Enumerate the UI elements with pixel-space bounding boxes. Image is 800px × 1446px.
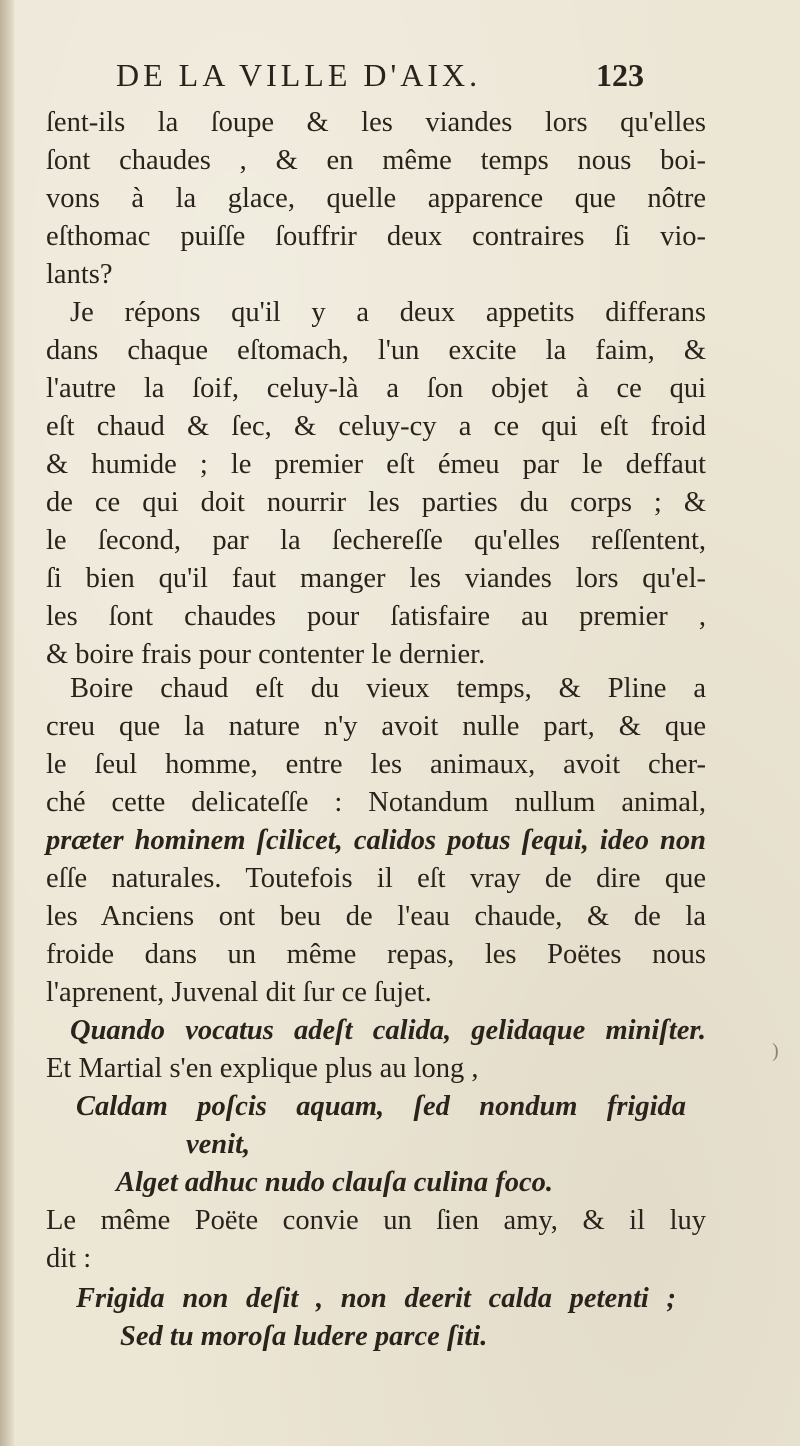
verse-line: Caldam poſcis aquam, ſed nondum frigida	[76, 1091, 686, 1122]
text-line: ſent-ils la ſoupe & les viandes lors qu'elles	[46, 107, 706, 138]
text-line: Boire chaud eſt du vieux temps, & Pline a	[70, 673, 706, 704]
text-line: les ſont chaudes pour ſatisfaire au premier ,	[46, 601, 706, 632]
text-line: vons à la glace, quelle apparence que nôtre	[46, 183, 706, 214]
verse-line: Alget adhuc nudo clauſa culina foco.	[116, 1167, 554, 1198]
text-line: l'aprenent, Juvenal dit ſur ce ſujet.	[46, 977, 432, 1008]
text-line: Le même Poëte convie un ſien amy, & il luy	[46, 1205, 706, 1236]
text-line: les Anciens ont beu de l'eau chaude, & de la	[46, 901, 706, 932]
verse-line: venit,	[186, 1129, 251, 1160]
text-line: Et Martial s'en explique plus au long ,	[46, 1053, 479, 1084]
page-gutter	[0, 0, 14, 1446]
text-line: Je répons qu'il y a deux appetits differans	[70, 297, 706, 328]
running-title: DE LA VILLE D'AIX.	[116, 57, 482, 93]
text-line: dans chaque eſtomach, l'un excite la faim, &	[46, 335, 706, 366]
text-line: le ſeul homme, entre les animaux, avoit cher-	[46, 749, 706, 780]
verse-line: Sed tu moroſa ludere parce ſiti.	[120, 1321, 488, 1352]
verse-line: Frigida non deſit , non deerit calda petenti ;	[76, 1283, 676, 1314]
text-line: eſt chaud & ſec, & celuy-cy a ce qui eſt froid	[46, 411, 706, 442]
text-line: l'autre la ſoif, celuy-là a ſon objet à ce qui	[46, 373, 706, 404]
text-line: & boire frais pour contenter le dernier.	[46, 639, 486, 670]
text-line: froide dans un même repas, les Poëtes nous	[46, 939, 706, 970]
text-line: & humide ; le premier eſt émeu par le deffaut	[46, 449, 706, 480]
text-line: eſthomac puiſſe ſouffrir deux contraires ſi vio-	[46, 221, 706, 252]
page-number: 123	[596, 57, 644, 93]
text-line: lants?	[46, 259, 113, 290]
text-line: ſont chaudes , & en même temps nous boi-	[46, 145, 706, 176]
verse-line: Quando vocatus adeſt calida, gelidaque miniſter.	[70, 1015, 706, 1046]
text-line: de ce qui doit nourrir les parties du corps ; &	[46, 487, 706, 518]
margin-note: )	[772, 1040, 779, 1062]
text-line: creu que la nature n'y avoit nulle part, & que	[46, 711, 706, 742]
text-line: præter hominem ſcilicet, calidos potus ſequi, ideo non	[46, 825, 706, 856]
text-line: ſi bien qu'il faut manger les viandes lors qu'el-	[46, 563, 706, 594]
text-line: ché cette delicateſſe : Notandum nullum animal,	[46, 787, 706, 818]
text-line: le ſecond, par la ſechereſſe qu'elles reſſentent,	[46, 525, 706, 556]
text-line: eſſe naturales. Toutefois il eſt vray de dire que	[46, 863, 706, 894]
text-line: dit :	[46, 1243, 92, 1274]
